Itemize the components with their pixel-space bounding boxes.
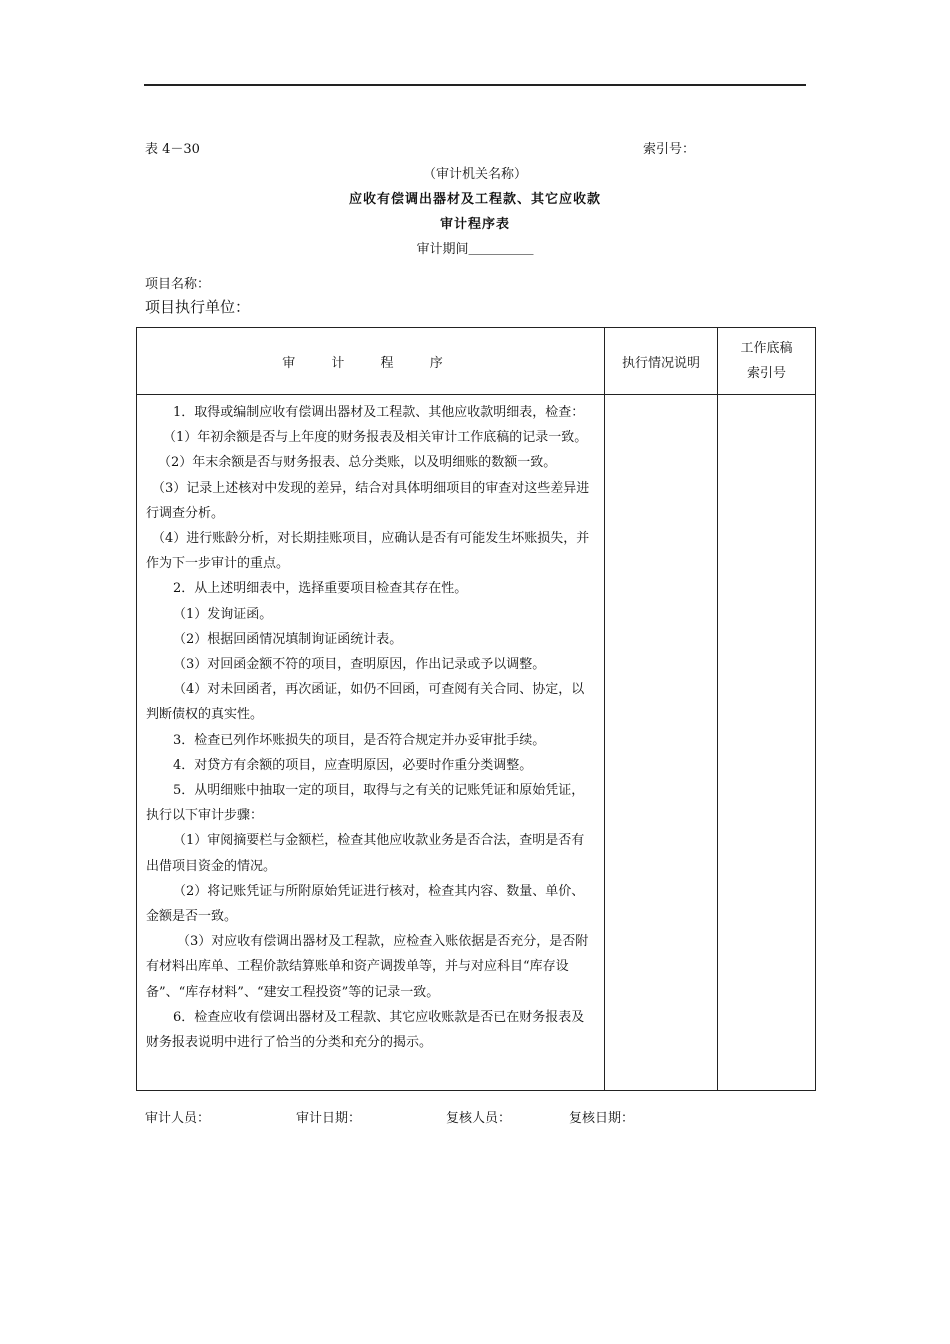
step-1-2: （2）年末余额是否与财务报表、总分类账，以及明细账的数额一致。 (158, 455, 557, 471)
step-1-1: （1）年初余额是否与上年度的财务报表及相关审计工作底稿的记录一致。 (163, 430, 588, 446)
workpaper-ref-cell (718, 395, 816, 1091)
procedure-column-header (137, 328, 605, 395)
step-2-2: （2）根据回函情况填制询证函统计表。 (173, 631, 403, 647)
table-number: 表 4－30 (145, 142, 200, 157)
audit-period: 审计期间＿＿＿＿＿ (416, 242, 534, 257)
audit-date-label: 审计日期： (296, 1111, 362, 1126)
auditor-label: 审计人员： (145, 1111, 211, 1126)
reviewer-label: 复核人员： (446, 1111, 512, 1126)
step-5-3: （3）对应收有偿调出器材及工程款，应检查入账依据是否充分，是否附有材料出库单、工程价款结算账单和资产调拨单等，并与对应科目“库存设备”、“库存材料”、“建安工程投资”等的记录一致。 (146, 934, 589, 1000)
step-6: 6．检查应收有偿调出器材及工程款、其它应收账款是否已在财务报表及财务报表说明中进行了恰当的分类和充分的揭示。 (146, 1009, 585, 1051)
step-1-3: （3）记录上述核对中发现的差异，结合对具体明细项目的审查对这些差异进行调查分析。 (146, 480, 590, 521)
project-unit-label: 项目执行单位： (145, 298, 251, 316)
workpaper-ref-column-header (718, 328, 816, 395)
workpaper-ref-header-line1: 工作底稿 (740, 341, 793, 356)
index-number-label: 索引号： (643, 142, 696, 157)
document-title: 应收有偿调出器材及工程款、其它应收款 (348, 192, 601, 207)
step-5: 5．从明细账中抽取一定的项目，取得与之有关的记账凭证和原始凭证，执行以下审计步骤： (146, 783, 585, 824)
step-1: 1．取得或编制应收有偿调出器材及工程款、其他应收款明细表，检查： (173, 405, 585, 420)
procedure-header-text: 审 计 程 序 (282, 355, 459, 371)
organization-name: （审计机关名称） (422, 167, 527, 182)
step-2-4: （4）对未回函者，再次函证，如仍不回函，可查阅有关合同、协定，以判断债权的真实性。 (146, 682, 585, 723)
step-2-3: （3）对回函金额不符的项目，查明原因，作出记录或予以调整。 (173, 657, 546, 673)
execution-column-header (605, 328, 718, 395)
document-subtitle: 审计程序表 (439, 217, 510, 232)
execution-header-text: 执行情况说明 (621, 355, 700, 371)
step-2: 2．从上述明细表中，选择重要项目检查其存在性。 (173, 581, 468, 597)
header-rule (144, 84, 806, 86)
step-1-4: （4）进行账龄分析，对长期挂账项目，应确认是否有可能发生坏账损失，并作为下一步审计的重点。 (146, 531, 590, 572)
workpaper-ref-header-line2: 索引号 (746, 366, 786, 381)
audit-procedure-table (136, 327, 816, 1091)
procedure-steps-cell (137, 395, 605, 1091)
review-date-label: 复核日期： (569, 1111, 635, 1126)
step-2-1: （1）发询证函。 (173, 606, 273, 622)
step-3: 3．检查已列作坏账损失的项目，是否符合规定并办妥审批手续。 (173, 732, 546, 748)
table-body-row (137, 395, 816, 1091)
execution-notes-cell (605, 395, 718, 1091)
table-header-row (137, 328, 816, 395)
step-4: 4．对贷方有余额的项目，应查明原因，必要时作重分类调整。 (173, 757, 533, 773)
project-name-label: 项目名称： (145, 277, 211, 292)
step-5-2: （2）将记账凭证与所附原始凭证进行核对，检查其内容、数量、单价、金额是否一致。 (146, 883, 585, 925)
step-5-1: （1）审阅摘要栏与金额栏，检查其他应收款业务是否合法，查明是否有出借项目资金的情况。 (146, 833, 585, 874)
